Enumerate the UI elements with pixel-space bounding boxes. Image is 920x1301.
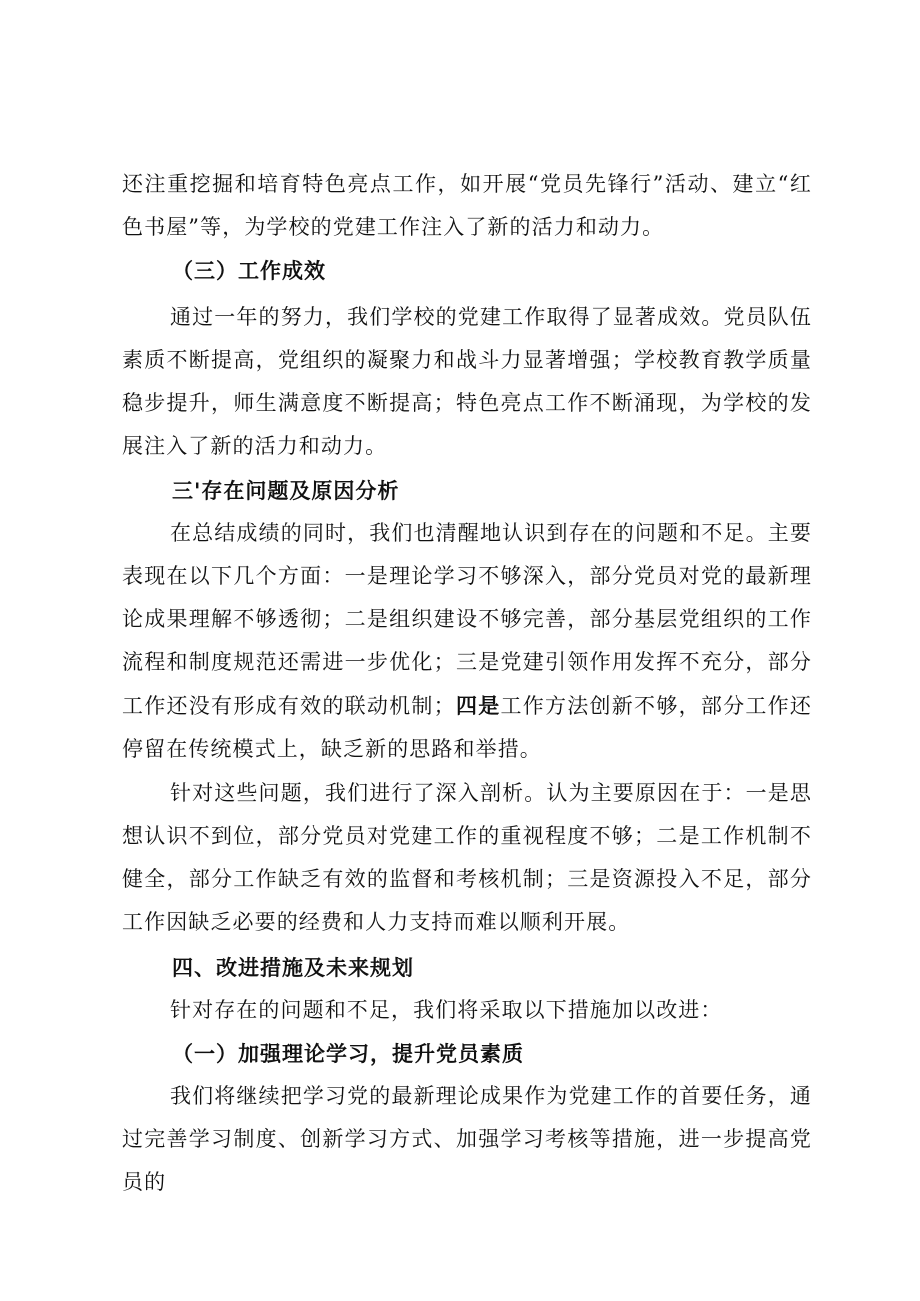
- problems-bold-text: 四是: [455, 693, 501, 718]
- heading-problems-analysis: 三'存在问题及原因分析: [172, 478, 400, 503]
- paragraph-intro: 还注重挖掘和培育特色亮点工作，如开展“党员先锋行”活动、建立“红色书屋”等，为学校的党建工作注入了新的活力和动力。: [122, 172, 812, 239]
- paragraph-measures: 针对存在的问题和不足，我们将采取以下措施加以改进：: [170, 998, 723, 1022]
- paragraph-theory-study: 我们将继续把学习党的最新理论成果作为党建工作的首要任务，通过完善学习制度、创新学习方式、加强学习考核等措施，进一步提高党员的: [122, 1084, 812, 1194]
- problems-text: 在总结成绩的同时，我们也清醒地认识到存在的问题和不足。主要表现在以下几个方面：一是理论学习不够深入，部分党员对党的最新理论成果理解不够透彻；二是组织建设不够完善，部分基层党组织的工作流程和制度规范还需进一步优化；三是党建引领作用发挥不充分，部分工作还没有形成有效的联动机制；: [122, 521, 812, 718]
- paragraph-problems: [122, 512, 812, 771]
- problems-tail-text: 工作方法创新不够，部分工作还停留在传统模式上，缺乏新的思路和举措。: [122, 694, 813, 761]
- heading-work-effect: （三）工作成效: [172, 258, 326, 283]
- heading-theory-study: （一）加强理论学习，提升党员素质: [172, 1041, 524, 1066]
- heading-improvement-measures: 四、改进措施及未来规划: [172, 955, 414, 980]
- paragraph-causes: 针对这些问题，我们进行了深入剖析。认为主要原因在于：一是思想认识不到位，部分党员对党建工作的重视程度不够；二是工作机制不健全，部分工作缺乏有效的监督和考核机制；三是资源投入不足，部分工作因缺乏必要的经费和人力支持而难以顺利开展。: [122, 781, 812, 934]
- paragraph-work-effect: 通过一年的努力，我们学校的党建工作取得了显著成效。党员队伍素质不断提高，党组织的凝聚力和战斗力显著增强；学校教育教学质量稳步提升，师生满意度不断提高；特色亮点工作不断涌现，为学校的发展注入了新的活力和动力。: [122, 305, 812, 458]
